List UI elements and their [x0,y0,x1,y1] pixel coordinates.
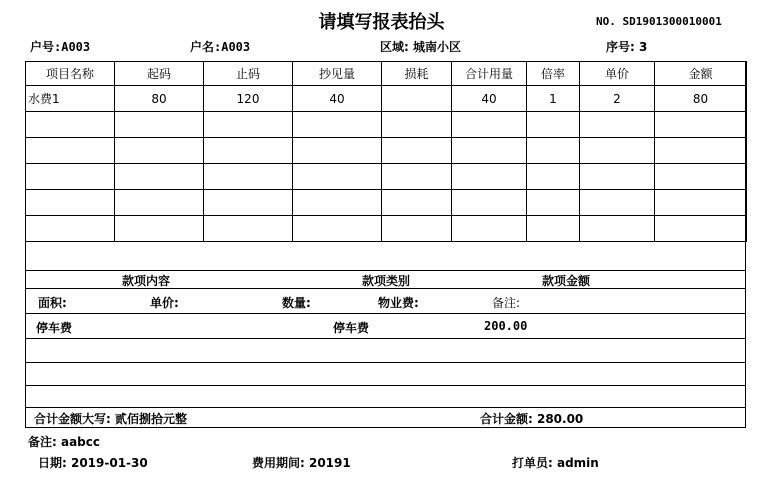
table-cell: 2 [580,86,655,112]
table-cell: 80 [655,86,747,112]
footer-remark: 备注: aabcc [28,435,100,449]
table-row [26,164,747,190]
table-row [26,216,747,242]
fee-item-type: 停车费 [333,321,370,335]
table-cell [655,138,747,164]
divider [25,362,746,363]
column-header: 合计用量 [452,62,527,86]
fee-amount-header: 款项金额 [542,274,591,288]
table-cell [580,216,655,242]
table-cell [382,86,452,112]
table-row [26,138,747,164]
divider [25,288,746,289]
total-amount-words: 合计金额大写: 贰佰捌拾元整 [34,412,187,426]
table-cell [26,164,115,190]
table-cell [115,190,204,216]
table-cell [293,112,382,138]
column-header: 起码 [115,62,204,86]
divider [25,385,746,386]
table-cell [115,138,204,164]
column-header: 金额 [655,62,747,86]
table-cell [655,216,747,242]
table-cell [527,138,580,164]
table-cell [26,138,115,164]
report-title: 请填写报表抬头 [318,12,445,33]
table-cell [527,164,580,190]
table-cell [293,190,382,216]
table-cell: 40 [452,86,527,112]
price-label: 单价: [150,296,179,310]
sequence-number: 序号: 3 [606,40,648,54]
table-cell [204,112,293,138]
table-cell [293,216,382,242]
table-cell [382,112,452,138]
column-header: 止码 [204,62,293,86]
table-row [26,86,747,112]
fee-type-header: 款项类别 [362,274,411,288]
table-cell [204,138,293,164]
total-amount: 合计金额: 280.00 [480,412,584,426]
table-cell [527,216,580,242]
account-number: 户号:A003 [30,40,91,54]
account-name: 户名:A003 [190,40,251,54]
table-cell [293,164,382,190]
table-cell [527,190,580,216]
fee-content-header: 款项内容 [122,274,171,288]
quantity-label: 数量: [282,296,311,310]
area-label: 面积: [38,296,67,310]
divider [25,407,746,408]
region: 区域: 城南小区 [380,40,461,54]
print-date: 日期: 2019-01-30 [38,456,148,470]
table-cell [452,190,527,216]
divider [25,338,746,339]
fee-period: 费用期间: 20191 [252,456,351,470]
table-cell [452,216,527,242]
table-cell: 40 [293,86,382,112]
operator: 打单员: admin [512,456,599,470]
table-cell [115,164,204,190]
table-header-row [26,62,747,86]
table-cell [527,112,580,138]
table-cell [115,112,204,138]
table-cell [580,164,655,190]
table-cell [204,216,293,242]
table-cell [452,164,527,190]
table-cell [204,190,293,216]
meter-table [25,61,747,242]
table-cell [655,164,747,190]
table-cell: 120 [204,86,293,112]
fee-item-name: 停车费 [36,321,73,335]
table-cell [580,112,655,138]
column-header: 损耗 [382,62,452,86]
fee-item-amount: 200.00 [484,319,528,333]
column-header: 倍率 [527,62,580,86]
table-cell [580,138,655,164]
table-cell: 80 [115,86,204,112]
table-cell [204,164,293,190]
table-cell: 水费1 [26,86,115,112]
table-cell [452,138,527,164]
table-cell [26,112,115,138]
table-cell [382,216,452,242]
table-cell [26,216,115,242]
divider [25,270,746,271]
table-cell [382,138,452,164]
remark-label: 备注: [492,296,521,310]
column-header: 项目名称 [26,62,115,86]
table-cell [580,190,655,216]
table-cell [655,112,747,138]
table-cell [382,164,452,190]
table-cell: 1 [527,86,580,112]
table-cell [115,216,204,242]
table-cell [452,112,527,138]
table-cell [26,190,115,216]
table-row [26,112,747,138]
serial-number: NO. SD1901300010001 [596,15,722,28]
column-header: 抄见量 [293,62,382,86]
column-header: 单价 [580,62,655,86]
divider [25,313,746,314]
table-row [26,190,747,216]
table-cell [655,190,747,216]
property-fee-label: 物业费: [378,296,419,310]
table-cell [382,190,452,216]
table-cell [293,138,382,164]
